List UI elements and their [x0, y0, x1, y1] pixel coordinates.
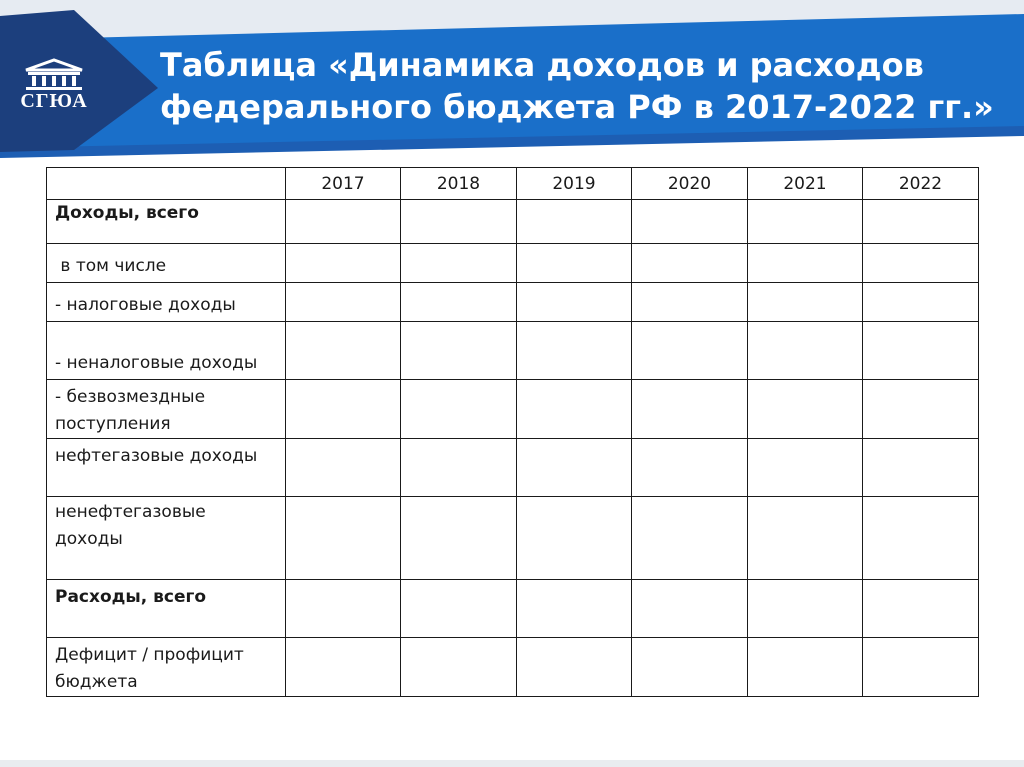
- table-row: [47, 380, 979, 439]
- table-cell: [517, 244, 632, 283]
- table-cell: [863, 200, 979, 244]
- table-cell: [632, 497, 748, 580]
- table-cell: [863, 283, 979, 322]
- table-cell: [632, 439, 748, 497]
- table-cell: [401, 497, 517, 580]
- table-cell: [632, 244, 748, 283]
- table-cell: [401, 244, 517, 283]
- table-cell: [401, 200, 517, 244]
- table-cell: [401, 580, 517, 638]
- table-cell: [517, 580, 632, 638]
- table-cell: [632, 283, 748, 322]
- row-label: Расходы, всего: [47, 580, 286, 638]
- table-cell: [632, 638, 748, 697]
- table-cell: [748, 244, 863, 283]
- table-row: [47, 439, 979, 497]
- table-cell: [863, 638, 979, 697]
- year-header: 2017: [286, 168, 401, 200]
- row-label: - налоговые доходы: [47, 283, 286, 322]
- year-header: 2019: [517, 168, 632, 200]
- table-cell: [286, 380, 401, 439]
- table-cell: [517, 638, 632, 697]
- table-cell: [517, 439, 632, 497]
- row-label: в том числе: [47, 244, 286, 283]
- table-cell: [748, 439, 863, 497]
- row-label: нефтегазовые доходы: [47, 439, 286, 497]
- title-line-2: федерального бюджета РФ в 2017-2022 гг.»: [160, 88, 994, 126]
- table-cell: [401, 283, 517, 322]
- table-row: [47, 322, 979, 380]
- table-cell: [748, 322, 863, 380]
- table-cell: [286, 200, 401, 244]
- table-cell: [401, 638, 517, 697]
- table-cell: [517, 380, 632, 439]
- building-icon: [14, 56, 94, 92]
- row-label: ненефтегазовые доходы: [47, 497, 286, 580]
- table-cell: [517, 322, 632, 380]
- year-header: 2018: [401, 168, 517, 200]
- row-label: Дефицит / профицит бюджета: [47, 638, 286, 697]
- table-cell: [748, 580, 863, 638]
- table-cell: [748, 380, 863, 439]
- page-title: [160, 44, 994, 128]
- table-row: [47, 638, 979, 697]
- table-header-row: [47, 168, 979, 200]
- table-cell: [748, 638, 863, 697]
- table-cell: [863, 497, 979, 580]
- table-cell: [863, 580, 979, 638]
- title-line-1: Таблица «Динамика доходов и расходов: [160, 46, 924, 84]
- table-cell: [286, 283, 401, 322]
- row-label: - неналоговые доходы: [47, 322, 286, 380]
- table-cell: [286, 439, 401, 497]
- table-row: [47, 580, 979, 638]
- table-cell: [286, 638, 401, 697]
- year-header: 2022: [863, 168, 979, 200]
- table-cell: [517, 283, 632, 322]
- table-cell: [517, 497, 632, 580]
- year-header: 2021: [748, 168, 863, 200]
- year-header: 2020: [632, 168, 748, 200]
- table-cell: [632, 580, 748, 638]
- header-empty-cell: [47, 168, 286, 200]
- table-cell: [863, 244, 979, 283]
- table-cell: [286, 580, 401, 638]
- table-row: [47, 283, 979, 322]
- table-cell: [286, 244, 401, 283]
- table-cell: [863, 322, 979, 380]
- logo-text: СГЮА: [20, 90, 88, 112]
- sgua-logo: [14, 56, 94, 126]
- budget-table: [46, 167, 979, 697]
- row-label: - безвозмездные поступления: [47, 380, 286, 439]
- table-cell: [632, 322, 748, 380]
- table-cell: [401, 322, 517, 380]
- table-cell: [863, 439, 979, 497]
- table-row: [47, 497, 979, 580]
- bottom-divider: [0, 760, 1024, 767]
- row-label: Доходы, всего: [47, 200, 286, 244]
- table-cell: [863, 380, 979, 439]
- table-row: [47, 244, 979, 283]
- table-cell: [748, 283, 863, 322]
- table-cell: [286, 322, 401, 380]
- slide-header: [0, 0, 1024, 160]
- table-cell: [748, 200, 863, 244]
- table-row: [47, 200, 979, 244]
- table-cell: [517, 200, 632, 244]
- table-cell: [748, 497, 863, 580]
- table-cell: [632, 200, 748, 244]
- table-cell: [286, 497, 401, 580]
- table-cell: [401, 380, 517, 439]
- table-cell: [401, 439, 517, 497]
- table-cell: [632, 380, 748, 439]
